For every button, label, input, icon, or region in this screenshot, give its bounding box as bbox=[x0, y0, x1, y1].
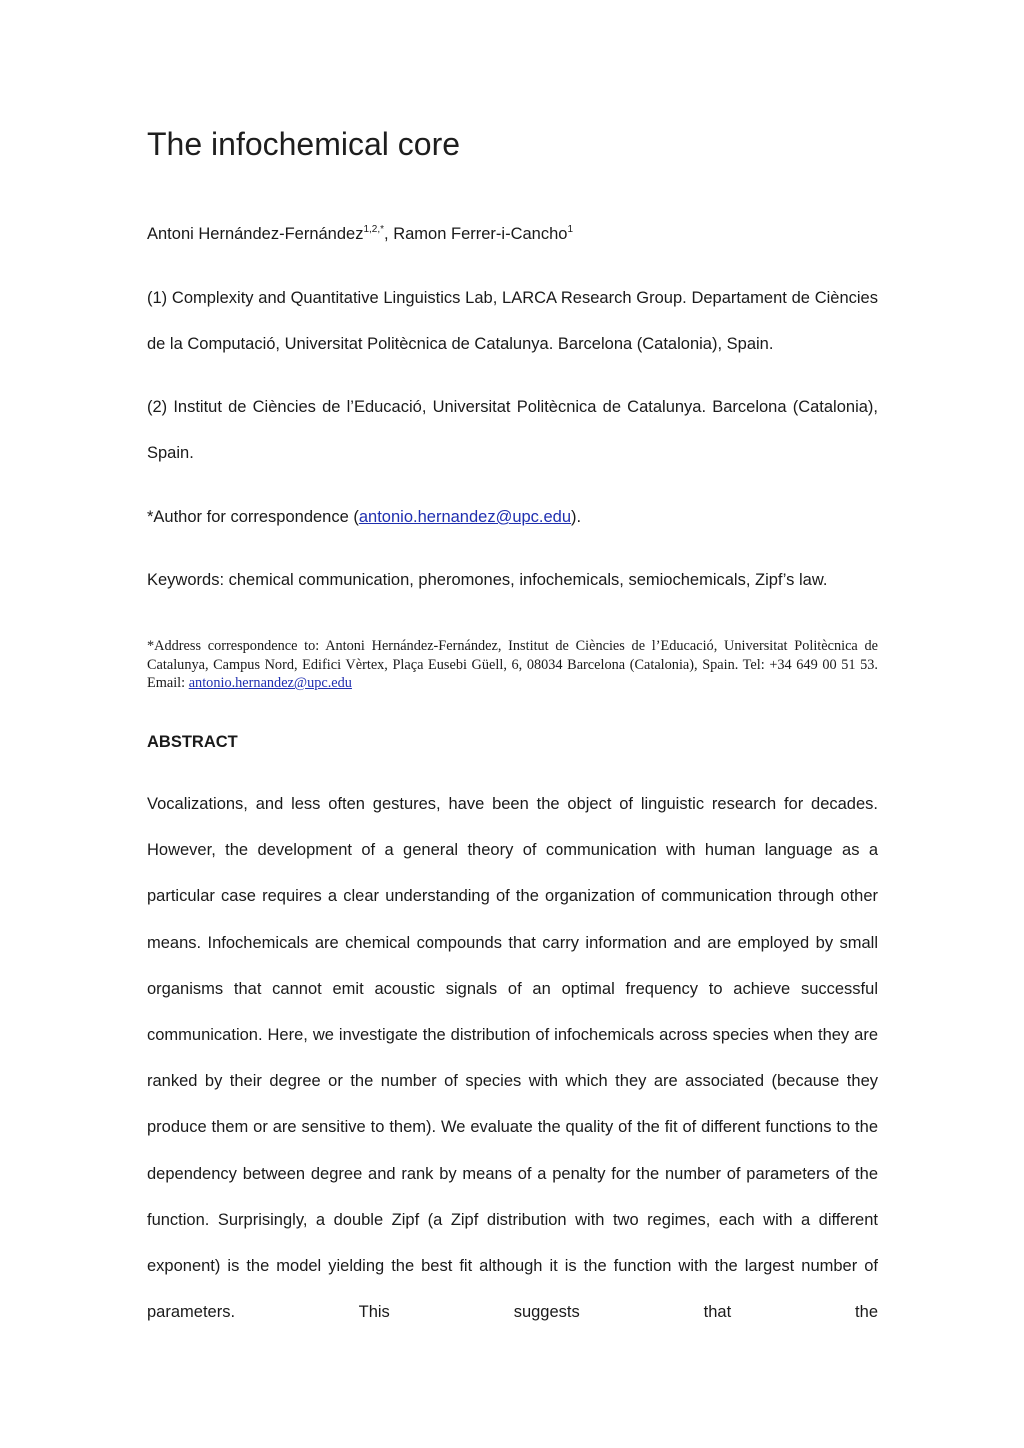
keywords: Keywords: chemical communication, pheromones, infochemicals, semiochemicals, Zipf’s law. bbox=[147, 571, 828, 589]
author-1-name: Antoni Hernández-Fernández bbox=[147, 225, 364, 243]
author-line bbox=[147, 222, 573, 246]
author-2-affiliation-marks: 1 bbox=[567, 224, 573, 235]
correspondence-email-link[interactable]: antonio.hernandez@upc.edu bbox=[358, 508, 572, 526]
affiliation-1: (1) Complexity and Quantitative Linguistics Lab, LARCA Research Group. Departament de Ciències de la Computació, Universitat Politècnica de Catalunya. Barcelona (Catalonia), Spain. bbox=[147, 289, 878, 353]
correspondence-suffix: ). bbox=[571, 508, 582, 526]
correspondence-prefix: *Author for correspondence ( bbox=[147, 508, 359, 526]
paper-title: The infochemical core bbox=[147, 126, 461, 162]
address-email-link[interactable]: antonio.hernandez@upc.edu bbox=[188, 675, 352, 692]
author-2-name: Ramon Ferrer-i-Cancho bbox=[393, 225, 568, 243]
author-1-affiliation-marks: 1,2,* bbox=[363, 224, 385, 235]
abstract-heading: ABSTRACT bbox=[147, 733, 238, 751]
author-separator: , bbox=[384, 225, 394, 243]
correspondence-note bbox=[147, 494, 878, 540]
abstract-body: Vocalizations, and less often gestures, have been the object of linguistic research for decades. However, the development of a general theory of communication with human language as a particular case requires a clear understanding of the organization of communication through other means. Infochemicals are chemical compounds that carry information and are employed by small organisms that cannot emit acoustic signals of an optimal frequency to achieve successful communication. Here, we investigate the distribution of infochemicals across species when they are ranked by their degree or the number of species with which they are associated (because they produce them or are sensitive to them). We evaluate the quality of the fit of different functions to the dependency between degree and rank by means of a penalty for the number of parameters of the function. Surprisingly, a double Zipf (a Zipf distribution with two regimes, each with a different exponent) is the model yielding the best fit although it is the function with the largest number of parameters. This suggests that the bbox=[147, 795, 878, 1322]
address-footnote bbox=[147, 637, 878, 693]
address-text: *Address correspondence to: Antoni Hernández-Fernández, Institut de Ciències de l’Educació, Universitat Politècnica de Catalunya, Campus Nord, Edifici Vèrtex, Plaça Eusebi Güell, 6, 08034 Barcelona (Catalonia), Spain. Tel: +34 649 00 51 53. Email: bbox=[147, 638, 878, 692]
affiliation-2: (2) Institut de Ciències de l’Educació, Universitat Politècnica de Catalunya. Barcelona (Catalonia), Spain. bbox=[147, 398, 878, 462]
